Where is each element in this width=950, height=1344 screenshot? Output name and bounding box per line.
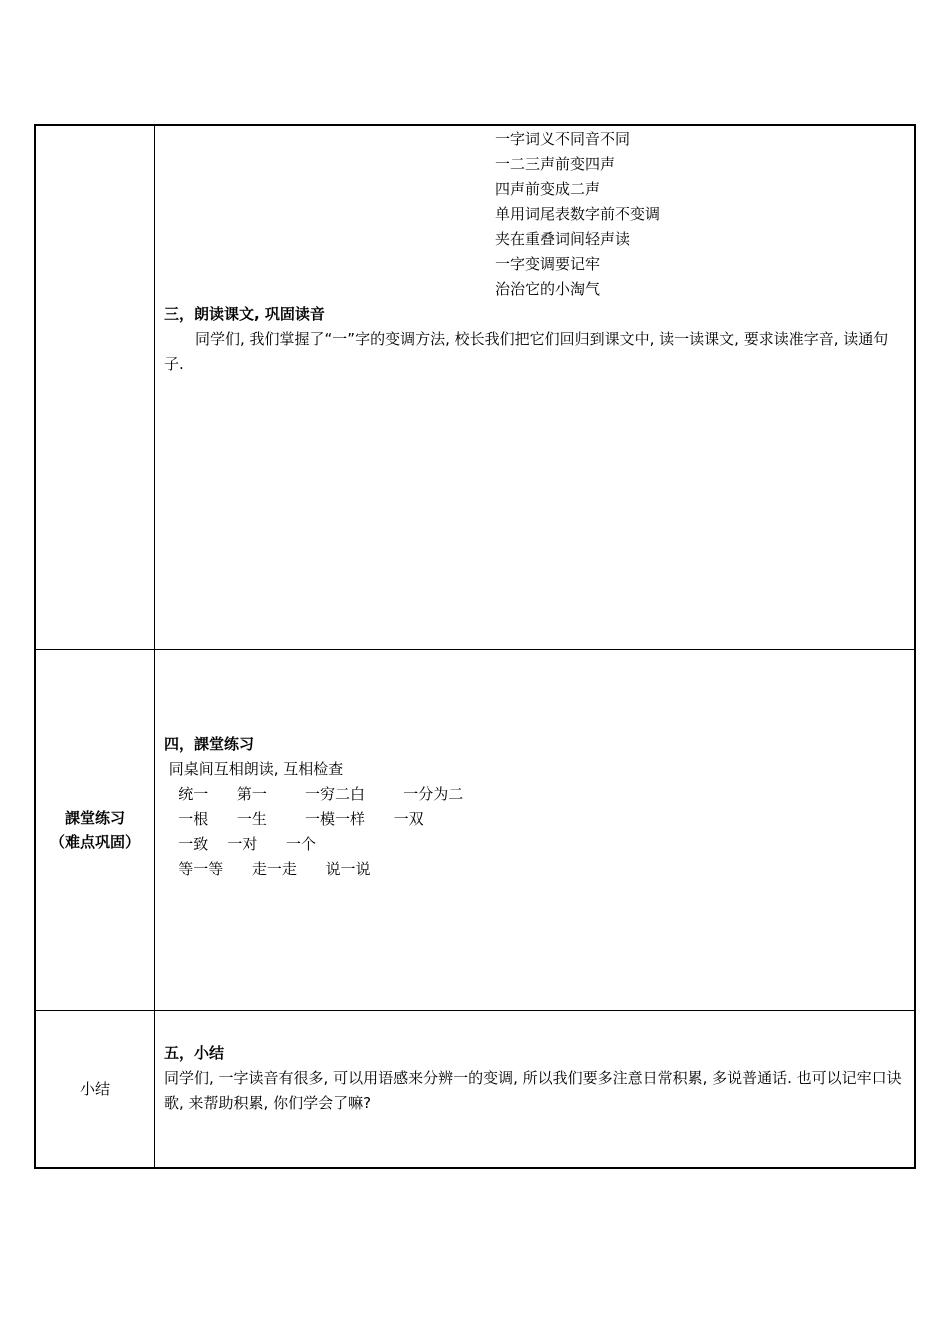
rhyme-line: 单用词尾表数字前不变调: [495, 205, 661, 223]
section-heading-summary: 五，小结: [164, 1043, 225, 1062]
row-practice-label-cell: [35, 649, 155, 1010]
reading-paragraph: 同学们, 我们掌握了“一”字的变调方法, 校长我们把它们回归到课文中, 读一读课文, 要求读准字音, 读通句子.: [164, 330, 889, 373]
section-heading-practice: 四，課堂练习: [164, 734, 255, 753]
rhyme-line: 夹在重叠词间轻声读: [495, 230, 631, 248]
practice-line: 一根 一生 一模一样 一双: [164, 809, 424, 828]
row-reading: [35, 125, 915, 649]
row-practice-content-cell: [155, 649, 916, 1010]
practice-line: 等一等 走一走 说一说: [164, 859, 371, 878]
lesson-plan-table: [34, 124, 916, 1169]
practice-intro: 同桌间互相朗读, 互相检查: [164, 759, 344, 778]
practice-label-line1: 課堂练习: [64, 808, 125, 827]
rhyme-block: [164, 127, 906, 302]
practice-line: 统一 第一 一穷二白 一分为二: [164, 784, 464, 803]
row-practice: [35, 649, 915, 1010]
row-summary-label-cell: [35, 1010, 155, 1168]
rhyme-line: 一字词义不同音不同: [495, 130, 631, 148]
section-heading-reading: 三，朗读课文, 巩固读音: [164, 305, 325, 323]
summary-label: 小结: [79, 1079, 110, 1098]
rhyme-line: 四声前变成二声: [495, 180, 601, 198]
practice-label-line2: （难点巩固）: [49, 832, 140, 851]
row-reading-content-cell: [155, 125, 916, 649]
rhyme-line: 一二三声前变四声: [495, 155, 616, 173]
row-summary: [35, 1010, 915, 1168]
rhyme-line: 治治它的小淘气: [495, 280, 601, 298]
summary-paragraph: 同学们, 一字读音有很多, 可以用语感来分辨一的变调, 所以我们要多注意日常积累, 多说普通话. 也可以记牢口诀歌, 来帮助积累, 你们学会了嘛?: [164, 1068, 902, 1112]
rhyme-line: 一字变调要记牢: [495, 255, 601, 273]
practice-line: 一致 一对 一个: [164, 834, 316, 853]
row-summary-content-cell: [155, 1010, 916, 1168]
row-reading-label-cell: [35, 125, 155, 649]
